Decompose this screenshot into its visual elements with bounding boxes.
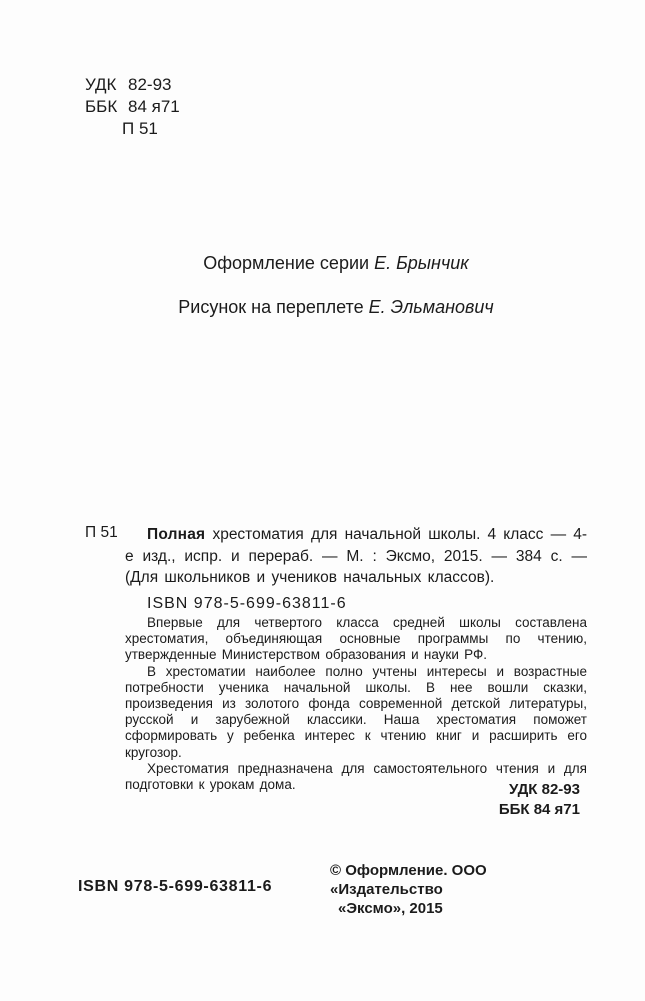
bbk-row xyxy=(85,96,180,118)
udk-label: УДК xyxy=(85,75,117,94)
copyright-line-2: «Эксмо», 2015 xyxy=(338,900,443,917)
bibliographic-details: хрестоматия для начальной школы. 4 класс — 4-е изд., испр. и перераб. — М. : Эксмо, 2015. — 384 с. — (Для школьников и учеников начальных классов). xyxy=(125,526,587,586)
copyright-line-1: © Оформление. ООО «Издательство xyxy=(330,862,487,898)
title-word: Полная xyxy=(147,526,206,543)
top-classification-block xyxy=(85,74,180,140)
bottom-bbk: ББК 84 я71 xyxy=(498,801,580,818)
bottom-udk: УДК 82-93 xyxy=(509,781,580,798)
footer-isbn: ISBN 978-5-699-63811-6 xyxy=(78,878,273,895)
bibliographic-description xyxy=(125,524,587,589)
annotation-paragraph-1: Впервые для четвертого класса средней школы составлена хрестоматия, объединяющая основные программы по чтению, утвержденные Министерством образования и науки РФ. xyxy=(125,615,587,663)
isbn-line: ISBN 978-5-699-63811-6 xyxy=(147,594,347,612)
copyright-notice xyxy=(330,861,600,918)
catalog-card xyxy=(85,524,587,614)
annotation-paragraph-2: В хрестоматии наиболее полно учтены интересы и возрастные потребности ученика начальной школы. В нее вошли сказки, произведения из золотого фонда современной детской литературы, русской и зарубежной классики. Наша хрестоматия поможет сформировать у ребенка интерес к чтению книг и расширить его кругозор. xyxy=(125,663,587,760)
credits-block xyxy=(80,252,592,318)
cover-artist-name: Е. Эльманович xyxy=(368,297,494,317)
bbk-value: 84 я71 xyxy=(128,97,180,116)
udk-row xyxy=(85,74,180,96)
udk-value: 82-93 xyxy=(128,75,172,94)
author-sign-value: П 51 xyxy=(122,119,158,138)
cover-art-label: Рисунок на переплете xyxy=(178,297,369,317)
annotation-block xyxy=(125,615,587,793)
series-design-label: Оформление серии xyxy=(203,253,375,273)
annotation-paragraph-3: Хрестоматия предназначена для самостоятельного чтения и для подготовки к урокам дома. xyxy=(125,760,587,793)
series-designer-name: Е. Брынчик xyxy=(374,253,469,273)
bottom-classification-block xyxy=(499,780,580,820)
author-sign-row xyxy=(85,118,180,140)
cover-art-credit xyxy=(80,296,592,318)
catalog-index: П 51 xyxy=(85,524,118,541)
bbk-label: ББК xyxy=(85,97,118,116)
series-design-credit xyxy=(80,252,592,274)
